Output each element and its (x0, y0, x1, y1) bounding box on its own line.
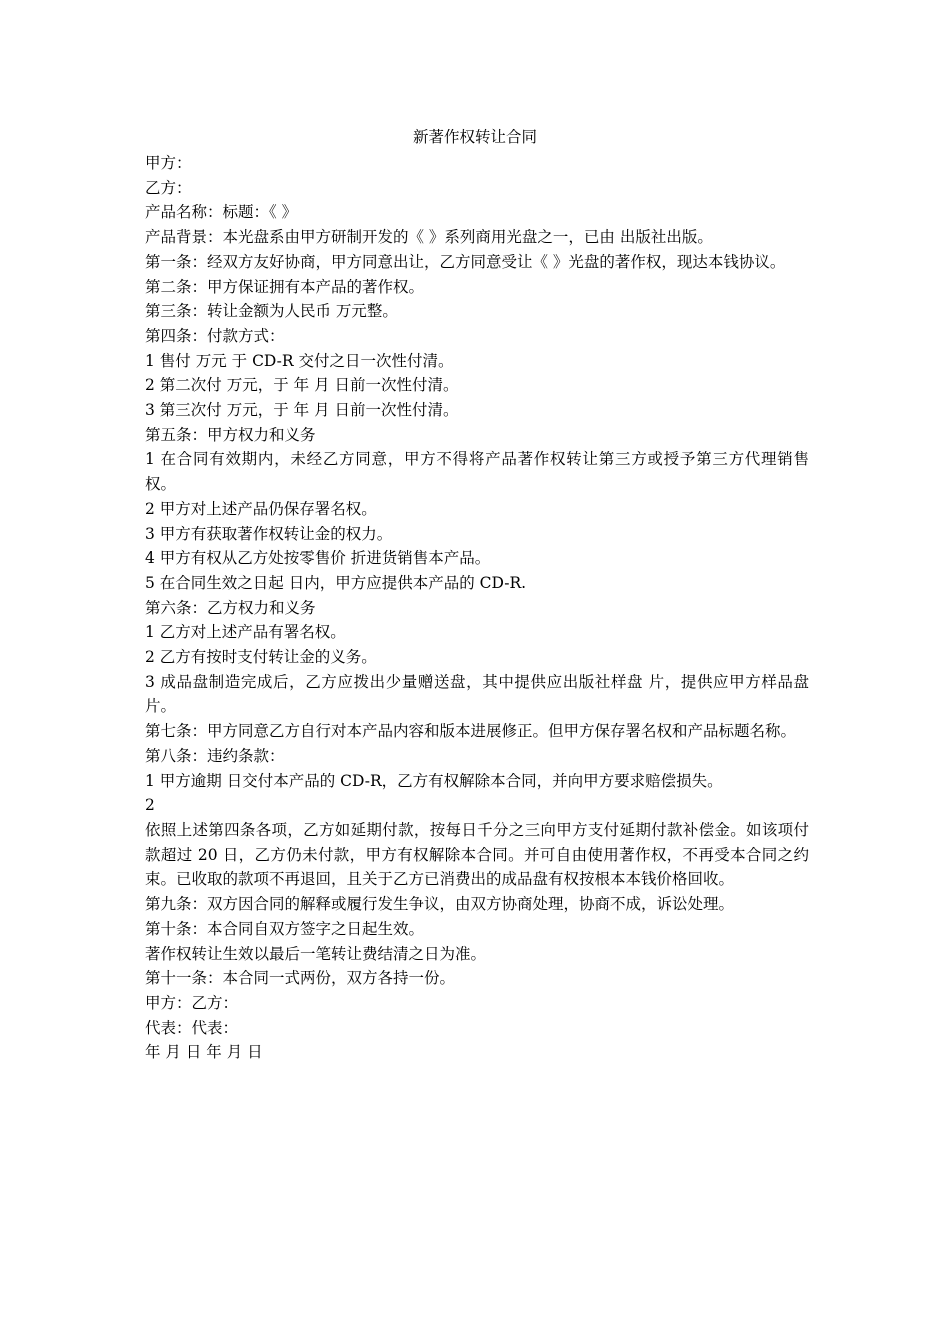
article-5-item-4: 4 甲方有权从乙方处按零售价 折进货销售本产品。 (145, 549, 491, 568)
article-6-item-1: 1 乙方对上述产品有署名权。 (145, 623, 346, 642)
article-5-item-5: 5 在合同生效之日起 日内，甲方应提供本产品的 CD-R. (145, 573, 527, 592)
product-name-line: 产品名称：标题：《 》 (145, 203, 298, 222)
article-8-item-1: 1 甲方逾期 日交付本产品的 CD-R，乙方有权解除本合同，并向甲方要求赔偿损失。 (145, 771, 723, 790)
article-1: 第一条：经双方友好协商，甲方同意出让，乙方同意受让《 》光盘的著作权，现达本钱协议。 (145, 252, 786, 271)
article-8-item-2-text: 依照上述第四条各项，乙方如延期付款，按每日千分之三向甲方支付延期付款补偿金。如该项付款超过 20 日，乙方仍未付款，甲方有权解除本合同。并可自由使用著作权，不再受本合同之约束。已收取的款项不再退回，且关于乙方已消费出的成品盘有权按根本本钱价格回收。 (145, 820, 809, 889)
article-5-item-3: 3 甲方有获取著作权转让金的权力。 (145, 524, 393, 543)
article-10-note: 著作权转让生效以最后一笔转让费结清之日为准。 (145, 944, 487, 963)
article-7: 第七条：甲方同意乙方自行对本产品内容和版本进展修正。但甲方保存署名权和产品标题名称。 (145, 722, 797, 741)
article-5-item-2: 2 甲方对上述产品仍保存署名权。 (145, 499, 377, 518)
article-5-item-1: 1 在合同有效期内，未经乙方同意，甲方不得将产品著作权转让第三方或授予第三方代理销售权。 (145, 450, 809, 494)
article-9: 第九条：双方因合同的解释或履行发生争议，由双方协商处理，协商不成，诉讼处理。 (145, 895, 735, 914)
document-title: 新著作权转让合同 (412, 128, 537, 146)
document-body (145, 151, 809, 1065)
article-4-heading: 第四条：付款方式： (145, 326, 285, 345)
party-a-line: 甲方： (145, 154, 192, 172)
article-5-heading: 第五条：甲方权力和义务 (145, 425, 316, 444)
article-11: 第十一条：本合同一式两份，双方各持一份。 (145, 969, 456, 988)
signature-dates: 年 月 日 年 月 日 (145, 1043, 263, 1062)
article-8-item-2-number: 2 (145, 796, 155, 815)
article-6-item-2: 2 乙方有按时支付转让金的义务。 (145, 648, 377, 667)
article-6-heading: 第六条：乙方权力和义务 (145, 598, 316, 617)
article-3: 第三条：转让金额为人民币 万元整。 (145, 302, 398, 321)
article-4-item-2: 2 第二次付 万元，于 年 月 日前一次性付清。 (145, 376, 459, 395)
article-10: 第十条：本合同自双方签字之日起生效。 (145, 919, 425, 938)
article-2: 第二条：甲方保证拥有本产品的著作权。 (145, 277, 425, 296)
product-background-line: 产品背景：本光盘系由甲方研制开发的《 》系列商用光盘之一，已由 出版社出版。 (145, 228, 713, 247)
article-4-item-1: 1 售付 万元 于 CD-R 交付之日一次性付清。 (145, 351, 454, 370)
party-b-line: 乙方： (145, 178, 192, 197)
signature-representatives: 代表：代表： (145, 1018, 239, 1037)
article-4-item-3: 3 第三次付 万元，于 年 月 日前一次性付清。 (145, 401, 459, 420)
signature-parties: 甲方：乙方： (145, 993, 239, 1012)
article-8-heading: 第八条：违约条款： (145, 746, 285, 765)
article-6-item-3: 3 成品盘制造完成后，乙方应拨出少量赠送盘，其中提供应出版社样盘 片，提供应甲方样品盘 片。 (145, 672, 809, 716)
